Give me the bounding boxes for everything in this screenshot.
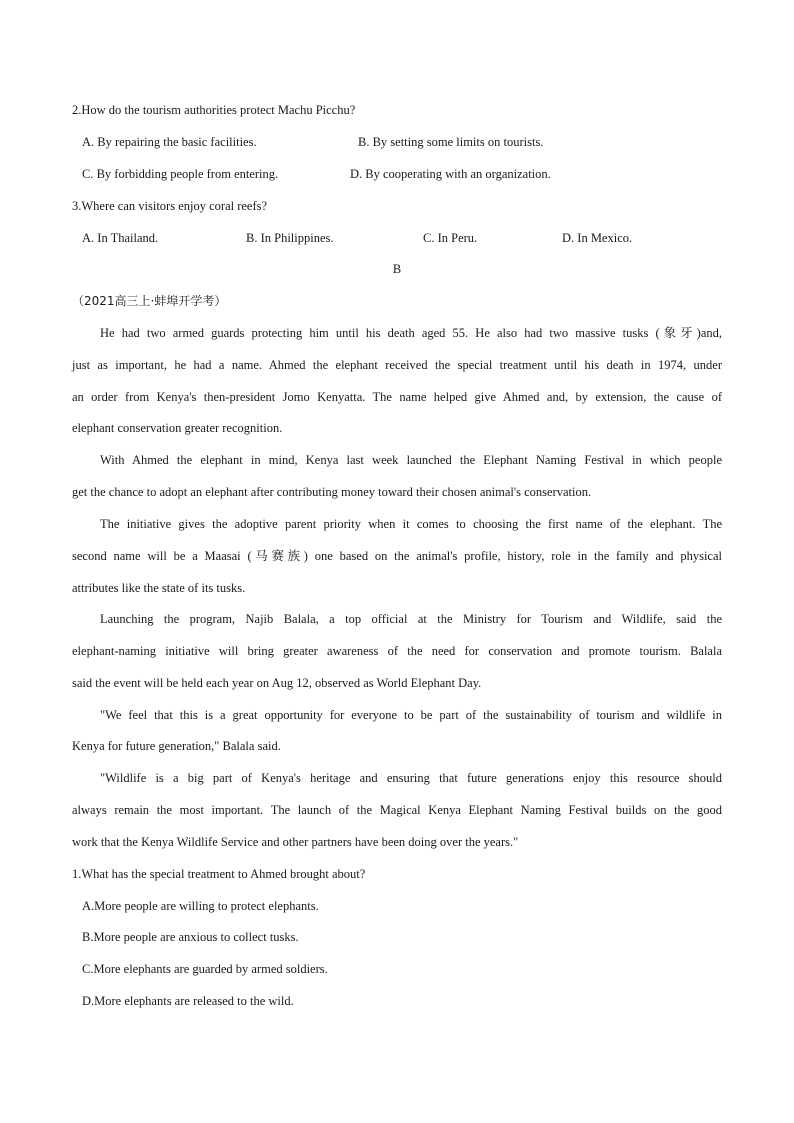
para4-line3: said the event will be held each year on Aug 12, observed as World Elephant Day. [72, 676, 482, 690]
q1-option-d: D.More elephants are released to the wild. [82, 994, 294, 1008]
para1-line4: elephant conservation greater recognition. [72, 421, 283, 435]
para6-line3: work that the Kenya Wildlife Service and other partners have been doing over the years." [72, 835, 519, 849]
q2-option-d: D. By cooperating with an organization. [350, 167, 551, 181]
source-label: （2021高三上·蚌埠开学考） [72, 294, 227, 308]
question-2: 2.How do the tourism authorities protect Machu Picchu? [72, 103, 356, 117]
para1-line3: an order from Kenya's then-president Jomo Kenyatta. The name helped give Ahmed and, by extension, the cause of [72, 390, 722, 404]
question-1: 1.What has the special treatment to Ahmed brought about? [72, 867, 366, 881]
para6-line1: "Wildlife is a big part of Kenya's heritage and ensuring that future generations enjoy this resource should [100, 771, 722, 785]
para3-line2: second name will be a Maasai (马赛族) one based on the animal's profile, history, role in the family and physical [72, 549, 722, 563]
para1-line1: He had two armed guards protecting him until his death aged 55. He also had two massive tusks (象牙)and, [100, 326, 722, 340]
q3-option-c: C. In Peru. [423, 231, 478, 245]
para4-line2: elephant-naming initiative will bring greater awareness of the need for conservation and promote tourism. Balala [72, 644, 722, 658]
para1-line2: just as important, he had a name. Ahmed the elephant received the special treatment until his death in 1974, under [72, 358, 722, 372]
para5-line1: "We feel that this is a great opportunity for everyone to be part of the sustainability of tourism and wildlife in [100, 708, 722, 722]
para2-line1: With Ahmed the elephant in mind, Kenya last week launched the Elephant Naming Festival in which people [100, 453, 722, 467]
q1-option-b: B.More people are anxious to collect tusks. [82, 930, 299, 944]
q2-option-a: A. By repairing the basic facilities. [82, 135, 257, 149]
q3-option-a: A. In Thailand. [82, 231, 159, 245]
para2-line2: get the chance to adopt an elephant after contributing money toward their chosen animal's conservation. [72, 485, 592, 499]
para3-line1: The initiative gives the adoptive parent priority when it comes to choosing the first name of the elephant. The [100, 517, 722, 531]
q1-option-a: A.More people are willing to protect elephants. [82, 899, 319, 913]
question-3: 3.Where can visitors enjoy coral reefs? [72, 199, 268, 213]
para3-line3: attributes like the state of its tusks. [72, 581, 246, 595]
q2-option-c: C. By forbidding people from entering. [82, 167, 279, 181]
para5-line2: Kenya for future generation," Balala said. [72, 739, 281, 753]
q3-option-d: D. In Mexico. [562, 231, 633, 245]
q2-option-b: B. By setting some limits on tourists. [358, 135, 544, 149]
q1-option-c: C.More elephants are guarded by armed soldiers. [82, 962, 328, 976]
section-heading: B [392, 262, 402, 276]
q3-option-b: B. In Philippines. [246, 231, 334, 245]
para4-line1: Launching the program, Najib Balala, a top official at the Ministry for Tourism and Wildlife, said the [100, 612, 722, 626]
para6-line2: always remain the most important. The launch of the Magical Kenya Elephant Naming Festival builds on the good [72, 803, 722, 817]
